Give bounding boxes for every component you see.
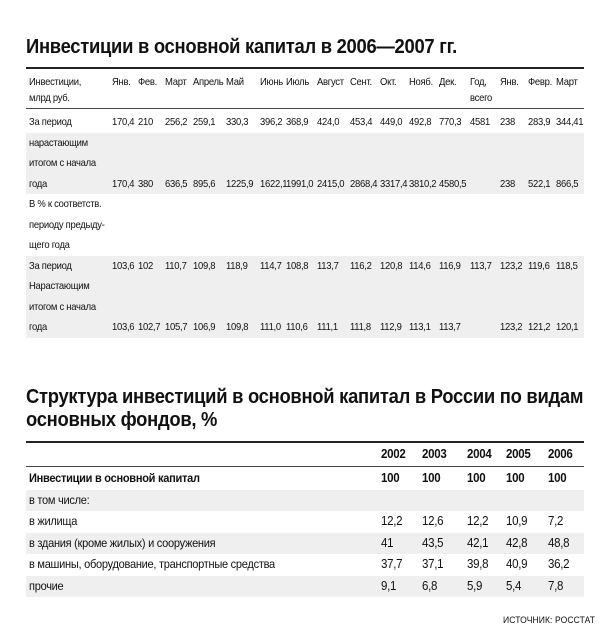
table1-row-label: За период [29, 259, 72, 272]
table1-row-label: итогом с начала [29, 300, 96, 313]
table1-row [26, 297, 584, 318]
table1-header-month: Окт. [380, 76, 397, 88]
table2-row [26, 533, 584, 555]
table1-cell: 170,4 [112, 177, 135, 190]
table2-header-year: 2004 [467, 447, 492, 461]
table2-row [26, 468, 584, 490]
table1-cell: 238 [500, 177, 515, 190]
table1-cell: 1225,9 [226, 177, 254, 190]
table2-top-rule [26, 441, 584, 443]
table1-cell: 103,6 [112, 321, 135, 333]
table2-title-line1: Структура инвестиций в основной капитал в России по видам [26, 386, 584, 408]
table1-cell: 866,5 [556, 177, 579, 190]
table1-row-label: итогом с начала [29, 157, 96, 169]
table1-header-month: Фев. [138, 76, 158, 88]
table2-cell: 100 [548, 471, 567, 485]
table1-cell: 3317,4 [380, 177, 408, 190]
table1-row-label: года [29, 321, 47, 333]
table1-header-month: Февр. [528, 76, 553, 88]
table1-cell: 330,3 [226, 116, 249, 128]
table1-cell: 344,41 [556, 116, 584, 128]
table1-cell: 118,5 [556, 259, 578, 272]
table1-row-label: щего года [29, 239, 70, 251]
table2-cell: 7,2 [548, 514, 564, 528]
table1-header-month: Апрель [193, 76, 224, 88]
table2-cell: 42,1 [467, 535, 489, 550]
table2-cell: 100 [422, 471, 441, 485]
table1-cell: 111,1 [317, 321, 338, 333]
table2-row [26, 576, 584, 598]
table1-header-month: Дек. [439, 76, 457, 88]
table2-header-year: 2005 [506, 447, 531, 461]
table1-cell: 113,7 [317, 259, 339, 272]
table1-cell: 120,8 [380, 259, 403, 272]
table2-row-label: Инвестиции в основной капитал [29, 471, 200, 485]
table1-cell: 259,1 [193, 116, 216, 128]
table1-row [26, 153, 584, 174]
table2-cell: 43,5 [422, 535, 444, 550]
table1-row-label: периоду предыду- [29, 218, 105, 231]
table1-cell: 113,7 [470, 259, 492, 272]
table1-cell: 114,6 [409, 259, 431, 272]
table1-header-month: Март [165, 76, 187, 88]
table1-cell: 210 [138, 116, 153, 128]
table2-cell: 10,9 [506, 514, 528, 528]
table1-cell: 1622,1 [260, 177, 288, 190]
table1-row [26, 194, 584, 215]
table2-row [26, 490, 584, 512]
table1-cell: 113,1 [409, 321, 431, 333]
table2-header-year: 2003 [422, 447, 447, 461]
table2-row-label: прочие [29, 578, 64, 593]
table2 [26, 446, 584, 636]
table1-row-label: Нарастающим [29, 280, 90, 292]
table1-header-month: Июль [286, 76, 310, 88]
table1-cell: 102 [138, 259, 153, 272]
table1-row [26, 215, 584, 236]
table1-header-month: Нояб. [409, 76, 433, 88]
table2-cell: 48,8 [548, 535, 570, 550]
table1-cell: 105,7 [165, 321, 188, 333]
table2-cell: 100 [506, 471, 525, 485]
table2-cell: 40,9 [506, 557, 528, 571]
table2-row-label: в машины, оборудование, транспортные средства [29, 557, 275, 571]
table1-cell: 449,0 [380, 116, 403, 128]
table1-title: Инвестиции в основной капитал в 2006—2007 гг. [26, 36, 457, 58]
table1-row-label: года [29, 177, 47, 190]
table2-cell: 7,8 [548, 578, 564, 593]
table1-cell: 492,8 [409, 116, 432, 128]
table2-cell: 100 [467, 471, 486, 485]
table2-cell: 12,2 [381, 514, 403, 528]
table1-row [26, 235, 584, 256]
table1-row [26, 112, 584, 133]
table1-cell: 770,3 [439, 116, 462, 128]
table2-cell: 37,7 [381, 557, 403, 571]
table2-cell: 42,8 [506, 535, 528, 550]
table1-cell: 111,0 [260, 321, 281, 333]
table1-cell: 123,2 [500, 321, 523, 333]
table1-cell: 114,7 [260, 259, 282, 272]
table1-top-rule [26, 67, 584, 69]
table1-header-month: Янв. [112, 76, 131, 88]
table2-section [26, 386, 584, 593]
table1-cell: 106,9 [193, 321, 216, 333]
table1-cell: 368,9 [286, 116, 309, 128]
table2-cell: 37,1 [422, 557, 444, 571]
table2-cell: 39,8 [467, 557, 489, 571]
table1-cell: 424,0 [317, 116, 340, 128]
table1-header-month: Август [317, 76, 344, 88]
table1-cell: 1991,0 [286, 177, 314, 190]
table1-header-month: Май [226, 76, 244, 88]
table2-header-year: 2002 [381, 447, 406, 461]
table1-cell: 119,6 [528, 259, 550, 272]
table2-cell: 36,2 [548, 557, 570, 571]
table1-cell: 283,9 [528, 116, 551, 128]
table2-cell: 12,6 [422, 514, 444, 528]
table1-cell: 4580,5 [439, 177, 467, 190]
table2-cell: 5,9 [467, 578, 483, 593]
table1-row [26, 174, 584, 195]
table1-cell: 522,1 [528, 177, 551, 190]
table1-cell: 636,5 [165, 177, 188, 190]
table1-header-rule [26, 108, 584, 109]
table1-cell: 2415,0 [317, 177, 345, 190]
table1-cell: 110,7 [165, 259, 187, 272]
table1-cell: 108,8 [286, 259, 309, 272]
table1-cell: 118,9 [226, 259, 248, 272]
table1-cell: 121,2 [528, 321, 551, 333]
table1 [26, 72, 584, 372]
table1-cell: 120,1 [556, 321, 579, 333]
table1-cell: 113,7 [439, 321, 461, 333]
table2-cell: 5,4 [506, 578, 522, 593]
table2-row [26, 554, 584, 576]
table1-cell: 116,2 [350, 259, 372, 272]
table1-header-month: Год, [470, 76, 487, 88]
table1-header-month: Сент. [350, 76, 372, 88]
table2-row-label: в жилища [29, 514, 78, 528]
table1-row [26, 256, 584, 277]
table2-row-label: в том числе: [29, 492, 90, 507]
table1-cell: 3810,2 [409, 177, 437, 190]
table1-cell: 396,2 [260, 116, 283, 128]
table1-row-label: нарастающим [29, 136, 88, 149]
table1-cell: 256,2 [165, 116, 188, 128]
table2-cell: 9,1 [381, 578, 397, 593]
table1-cell: 102,7 [138, 321, 161, 333]
table2-cell: 41 [381, 535, 394, 550]
table1-cell: 111,8 [350, 321, 371, 333]
table1-cell: 103,6 [112, 259, 135, 272]
table1-row-label: За период [29, 116, 72, 128]
table1-cell: 109,8 [193, 259, 216, 272]
table1-cell: 238 [500, 116, 515, 128]
table1-cell: 112,9 [380, 321, 402, 333]
table2-row [26, 511, 584, 533]
table1-cell: 2868,4 [350, 177, 378, 190]
table1-header-month: Март [556, 76, 578, 88]
table1-cell: 123,2 [500, 259, 523, 272]
table2-row-label: в здания (кроме жилых) и сооружения [29, 535, 216, 550]
table1-cell: 895,6 [193, 177, 216, 190]
source-note: ИСТОЧНИК: РОССТАТ [503, 615, 596, 626]
table1-section [26, 36, 584, 333]
table2-title-line2: основных фондов, % [26, 409, 218, 431]
table2-header-year: 2006 [548, 447, 573, 461]
table1-cell: 109,8 [226, 321, 249, 333]
table1-header-year-total: всего [470, 92, 493, 104]
table1-cell: 116,9 [439, 259, 461, 272]
table2-cell: 100 [381, 471, 400, 485]
table1-row-label: В % к соответств. [29, 198, 102, 210]
table2-cell: 6,8 [422, 578, 438, 593]
table1-cell: 110,6 [286, 321, 308, 333]
table2-header-rule [26, 466, 584, 467]
table1-header-month: Июнь [260, 76, 283, 88]
table1-cell: 380 [138, 177, 153, 190]
table1-row [26, 317, 584, 338]
table1-cell: 4581 [470, 116, 490, 128]
table1-cell: 453,4 [350, 116, 373, 128]
table1-header-label-unit: млрд руб. [29, 92, 70, 104]
table1-row [26, 133, 584, 154]
table2-cell: 12,2 [467, 514, 489, 528]
table1-header-month: Янв. [500, 76, 519, 88]
table1-row [26, 276, 584, 297]
table1-cell: 170,4 [112, 116, 135, 128]
table1-header-label: Инвестиции, [29, 76, 82, 88]
